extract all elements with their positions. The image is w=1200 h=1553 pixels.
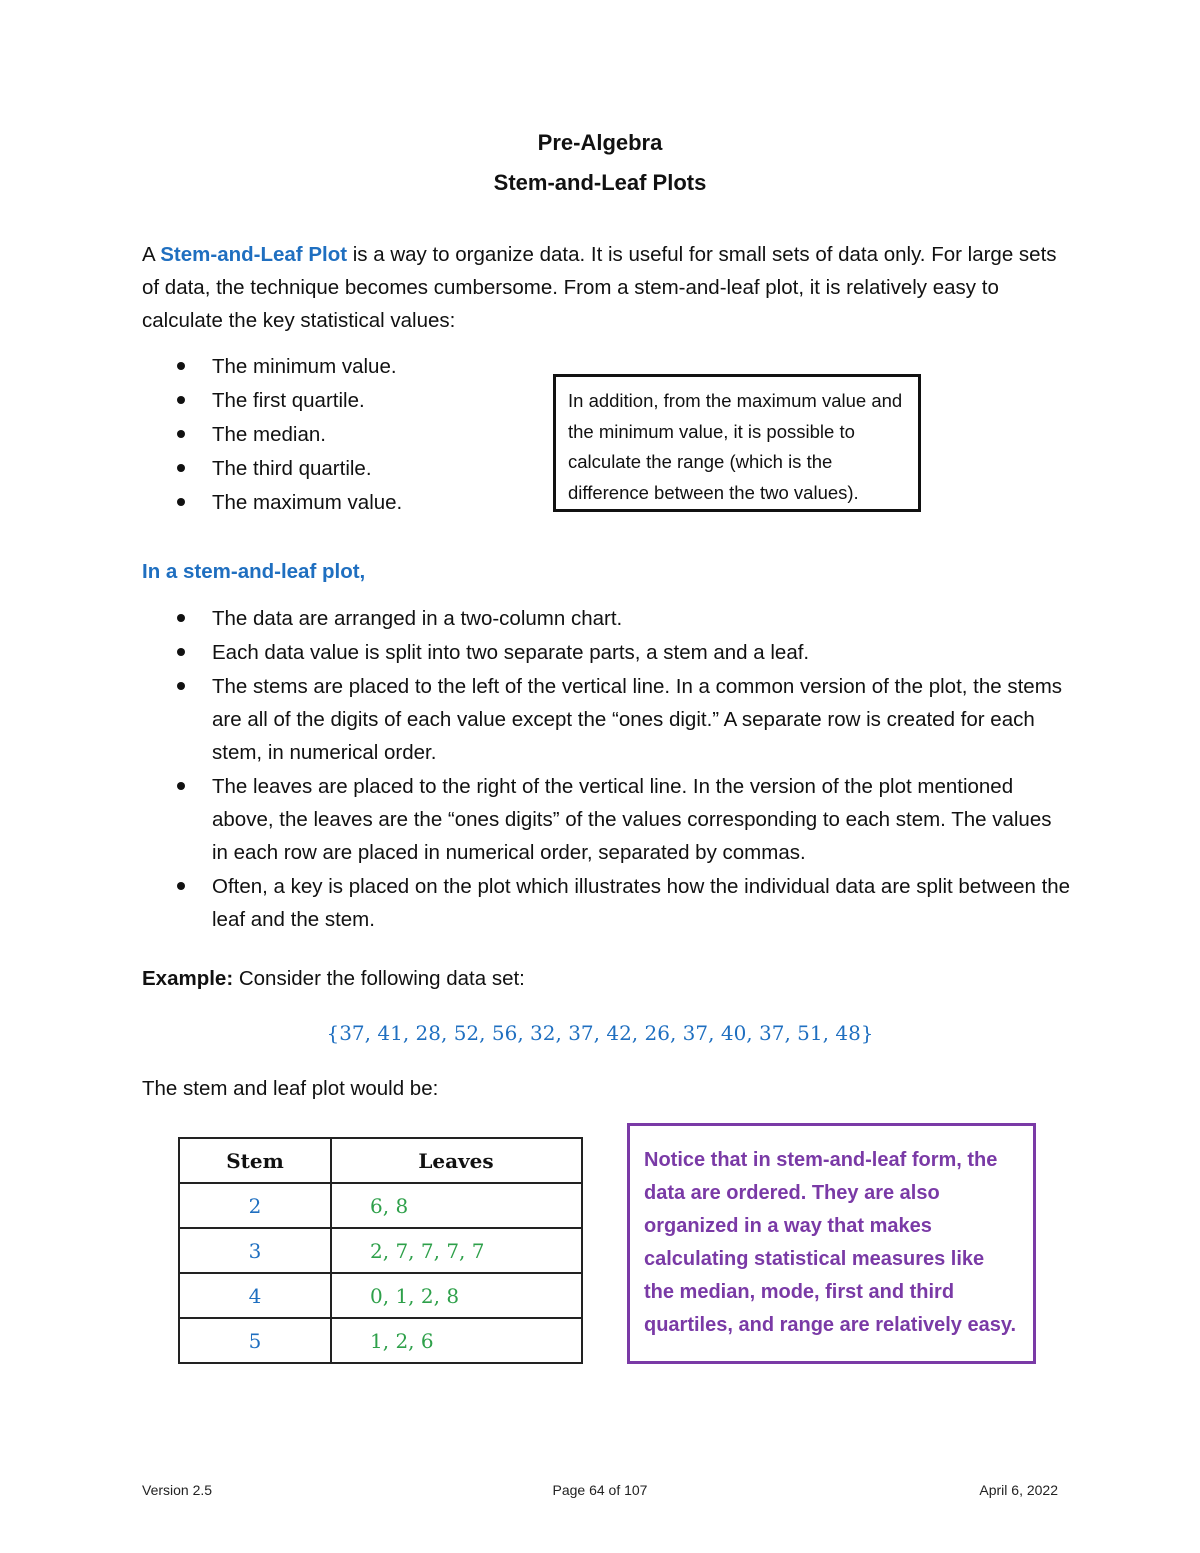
intro-rest: is a way to organize data. It is useful for small sets of data only. For large sets of data, the technique becomes cumbersome. From a stem-and-leaf plot, it is relatively easy to calculate the key statistical values: — [142, 243, 1057, 332]
plot-heading: In a stem-and-leaf plot, — [142, 560, 366, 583]
table-row — [179, 1183, 582, 1228]
list-item: The stems are placed to the left of the vertical line. In a common version of the plot, the stems are all of the digits of each value except the “ones digit.” A separate row is created for each stem, in numerical order. — [142, 670, 1072, 769]
leaves-cell: 2, 7, 7, 7, 7 — [331, 1228, 582, 1273]
list-item: The first quartile. — [142, 384, 562, 417]
list-item: Often, a key is placed on the plot which illustrates how the individual data are split between the leaf and the stem. — [142, 870, 1072, 936]
stem-header: Stem — [179, 1138, 331, 1183]
stem-cell: 4 — [179, 1273, 331, 1318]
list-item: The data are arranged in a two-column chart. — [142, 602, 1072, 635]
data-set: {37, 41, 28, 52, 56, 32, 37, 42, 26, 37, 40, 37, 51, 48} — [326, 1021, 874, 1045]
term-stem-and-leaf: Stem-and-Leaf Plot — [160, 243, 348, 266]
leaves-cell: 0, 1, 2, 8 — [331, 1273, 582, 1318]
plot-points-list — [142, 602, 1072, 937]
stem-cell: 2 — [179, 1183, 331, 1228]
page-subtitle: Stem-and-Leaf Plots — [493, 170, 707, 195]
list-item: Each data value is split into two separate parts, a stem and a leaf. — [142, 636, 1072, 669]
stem-cell: 5 — [179, 1318, 331, 1363]
stem-cell: 3 — [179, 1228, 331, 1273]
list-item: The third quartile. — [142, 452, 562, 485]
intro-paragraph — [142, 238, 1062, 337]
intro-lead: A — [142, 243, 161, 266]
list-item: The minimum value. — [142, 350, 562, 383]
key-values-list — [142, 350, 562, 520]
notice-box: Notice that in stem-and-leaf form, the data are ordered. They are also organized in a way that makes calculating statistical measures like the median, mode, first and third quartiles, and range are relatively easy. — [627, 1123, 1036, 1364]
leaves-cell: 6, 8 — [331, 1183, 582, 1228]
footer-page-number: Page 64 of 107 — [552, 1482, 648, 1498]
plot-lead-in: The stem and leaf plot would be: — [142, 1077, 439, 1100]
list-item: The leaves are placed to the right of the vertical line. In the version of the plot mentioned above, the leaves are the “ones digits” of the values corresponding to each stem. The values in each row are placed in numerical order, separated by commas. — [142, 770, 1072, 869]
table-row — [179, 1228, 582, 1273]
table-row — [179, 1273, 582, 1318]
example-label: Example: — [142, 967, 234, 990]
range-note-box: In addition, from the maximum value and the minimum value, it is possible to calculate the range (which is the difference between the two values). — [553, 374, 921, 512]
example-text: Consider the following data set: — [233, 967, 525, 990]
leaves-cell: 1, 2, 6 — [331, 1318, 582, 1363]
list-item: The median. — [142, 418, 562, 451]
footer-date: April 6, 2022 — [979, 1482, 1058, 1498]
list-item: The maximum value. — [142, 486, 562, 519]
leaves-header: Leaves — [331, 1138, 582, 1183]
table-header-row — [179, 1138, 582, 1183]
stem-leaf-table — [178, 1137, 583, 1364]
footer-version: Version 2.5 — [142, 1482, 213, 1498]
example-line — [142, 962, 1062, 995]
page-title: Pre-Algebra — [537, 130, 663, 155]
table-row — [179, 1318, 582, 1363]
